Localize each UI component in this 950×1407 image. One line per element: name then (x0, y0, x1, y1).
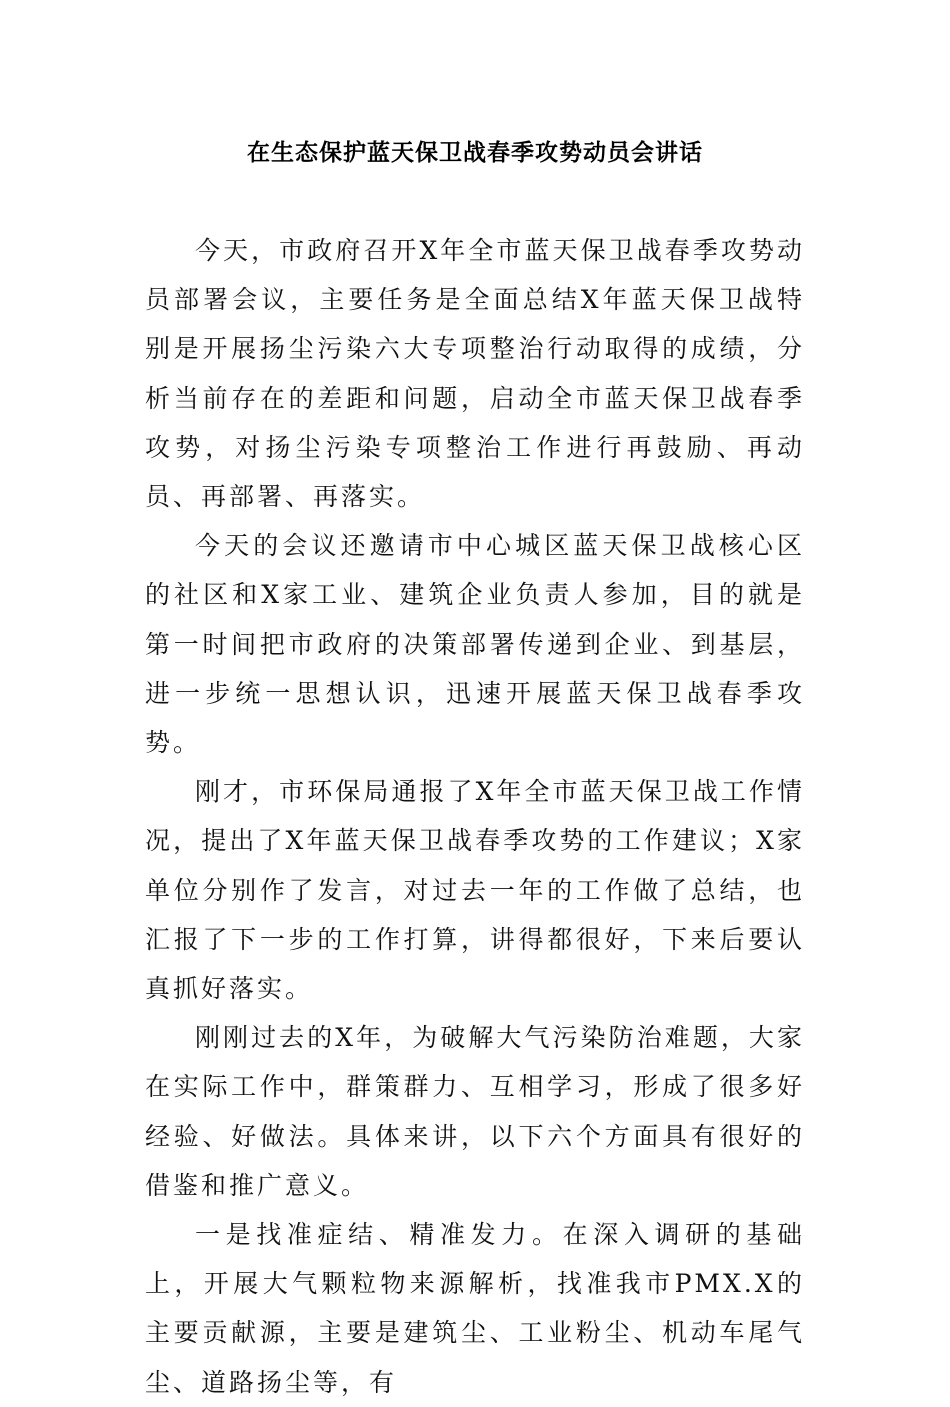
document-body (145, 226, 805, 1407)
paragraph: 今天，市政府召开X年全市蓝天保卫战春季攻势动员部署会议，主要任务是全面总结X年蓝天保卫战特别是开展扬尘污染六大专项整治行动取得的成绩，分析当前存在的差距和问题，启动全市蓝天保卫战春季攻势，对扬尘污染专项整治工作进行再鼓励、再动员、再部署、再落实。 (145, 236, 805, 512)
paragraph: 一是找准症结、精准发力。在深入调研的基础上，开展大气颗粒物来源解析，找准我市PMX.X的主要贡献源，主要是建筑尘、工业粉尘、机动车尾气尘、道路扬尘等，有 (145, 1220, 805, 1397)
paragraph: 刚刚过去的X年，为破解大气污染防治难题，大家在实际工作中，群策群力、互相学习，形成了很多好经验、好做法。具体来讲，以下六个方面具有很好的借鉴和推广意义。 (145, 1023, 805, 1200)
paragraph: 刚才，市环保局通报了X年全市蓝天保卫战工作情况，提出了X年蓝天保卫战春季攻势的工作建议；X家单位分别作了发言，对过去一年的工作做了总结，也汇报了下一步的工作打算，讲得都很好，下来后要认真抓好落实。 (145, 777, 805, 1004)
document-title: 在生态保护蓝天保卫战春季攻势动员会讲话 (247, 139, 703, 166)
paragraph: 今天的会议还邀请市中心城区蓝天保卫战核心区的社区和X家工业、建筑企业负责人参加，目的就是第一时间把市政府的决策部署传递到企业、到基层，进一步统一思想认识，迅速开展蓝天保卫战春季攻势。 (145, 531, 805, 758)
